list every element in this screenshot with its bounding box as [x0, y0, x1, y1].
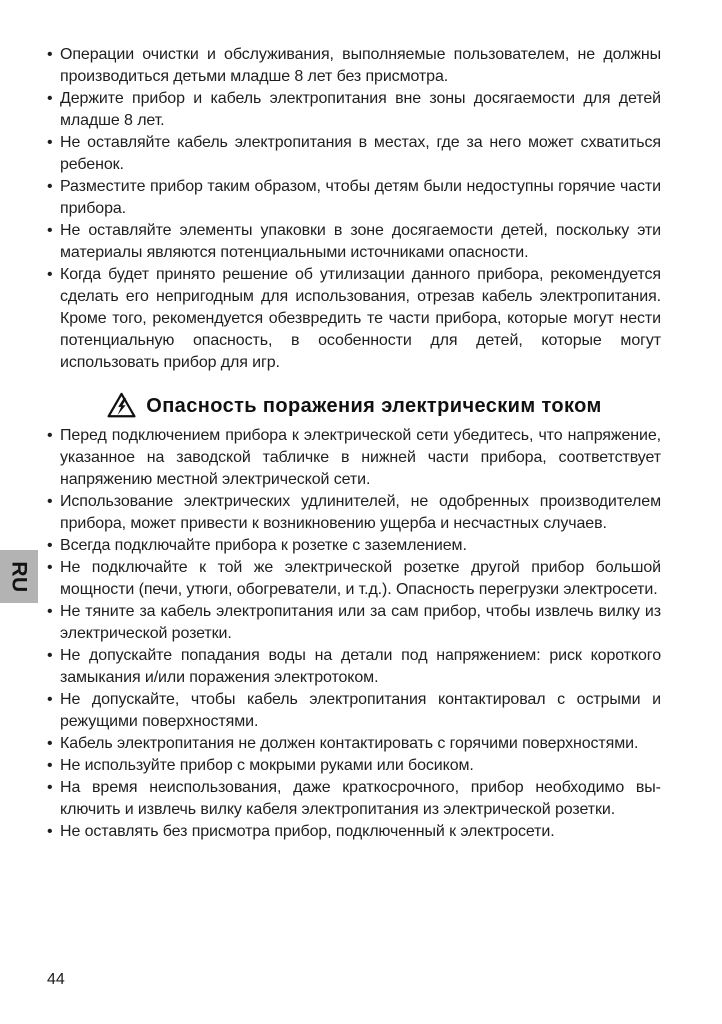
list-item — [47, 425, 661, 491]
list-item-text: Когда будет принято решение об утилизации данного прибора, рекомендуется сделать его непригодным для использования, отрезав кабель электропитания. Кроме того, рекомендуется обезвредить те части прибора, которые могут нести потенциальную опасность, в особенности для детей, которые могут использовать прибор для игр. — [60, 266, 661, 371]
list-item — [47, 132, 661, 176]
list-item-text: Не допускайте, чтобы кабель электропитания контактировал с острыми и режущими поверхностями. — [60, 691, 661, 730]
list-item — [47, 821, 661, 843]
list-item-text: Операции очистки и обслуживания, выполняемые пользователем, не должны производиться детьми младше 8 лет без присмотра. — [60, 46, 661, 85]
bullet-marker: • — [47, 134, 53, 151]
list-item-text: На время неиспользования, даже краткосрочного, прибор необходимо выключить и извлечь вилку кабеля электропитания из электрической розетки. — [60, 779, 661, 818]
list-item — [47, 176, 661, 220]
bullet-marker: • — [47, 46, 53, 63]
list-item-text: Разместите прибор таким образом, чтобы детям были недоступны горячие части прибора. — [60, 178, 661, 217]
bullet-marker: • — [47, 603, 53, 620]
list-item — [47, 601, 661, 645]
safety-list-top — [47, 44, 661, 374]
list-item-text: Не оставляйте элементы упаковки в зоне досягаемости детей, поскольку эти материалы являются потенциальными источниками опасности. — [60, 222, 661, 261]
bullet-marker: • — [47, 493, 53, 510]
list-item-text: Не оставлять без присмотра прибор, подключенный к электросети. — [60, 823, 555, 840]
bullet-marker: • — [47, 427, 53, 444]
list-item — [47, 220, 661, 264]
list-item — [47, 491, 661, 535]
high-voltage-warning-icon — [106, 391, 137, 419]
bullet-marker: • — [47, 222, 53, 239]
bullet-marker: • — [47, 735, 53, 752]
list-item-text: Перед подключением прибора к электрической сети убедитесь, что напряжение, указанное на заводской табличке в нижней части прибора, соответствует напряжению местной электрической сети. — [60, 427, 661, 488]
page-number: 44 — [47, 971, 65, 988]
list-item — [47, 88, 661, 132]
list-item — [47, 777, 661, 821]
bullet-marker: • — [47, 779, 53, 796]
list-item-text: Использование электрических удлинителей, не одобренных производителем прибора, может привести к возникновению ущерба и несчастных случаев. — [60, 493, 661, 532]
list-item-text: Не используйте прибор с мокрыми руками или босиком. — [60, 757, 474, 774]
bullet-marker: • — [47, 178, 53, 195]
list-item — [47, 264, 661, 374]
page-content — [47, 44, 661, 843]
bullet-marker: • — [47, 823, 53, 840]
bullet-marker: • — [47, 757, 53, 774]
bullet-marker: • — [47, 559, 53, 576]
list-item — [47, 44, 661, 88]
list-item-text: Не тяните за кабель электропитания или за сам прибор, чтобы извлечь вилку из электрической розетки. — [60, 603, 661, 642]
bullet-marker: • — [47, 691, 53, 708]
list-item — [47, 689, 661, 733]
safety-list-electric — [47, 425, 661, 843]
list-item-text: Кабель электропитания не должен контактировать с горячими поверхностями. — [60, 735, 639, 752]
language-tab-label: RU — [8, 560, 31, 593]
language-tab-ru — [0, 550, 38, 603]
list-item — [47, 645, 661, 689]
list-item-text: Не подключайте к той же электрической розетке другой прибор большой мощности (печи, утюги, обогреватели, и т.д.). Опасность перегрузки электросети. — [60, 559, 661, 598]
list-item-text: Не допускайте попадания воды на детали под напряжением: риск короткого замыкания и/или поражения электротоком. — [60, 647, 661, 686]
bullet-marker: • — [47, 537, 53, 554]
section-heading — [47, 390, 661, 418]
list-item-text: Всегда подключайте прибора к розетке с заземлением. — [60, 537, 467, 554]
bullet-marker: • — [47, 266, 53, 283]
list-item — [47, 733, 661, 755]
list-item — [47, 755, 661, 777]
list-item-text: Не оставляйте кабель электропитания в местах, где за него может схватиться ребенок. — [60, 134, 661, 173]
bullet-marker: • — [47, 647, 53, 664]
bullet-marker: • — [47, 90, 53, 107]
section-title: Опасность поражения электрическим током — [146, 395, 602, 417]
list-item — [47, 557, 661, 601]
list-item — [47, 535, 661, 557]
list-item-text: Держите прибор и кабель электропитания вне зоны досягаемости для детей младше 8 лет. — [60, 90, 661, 129]
